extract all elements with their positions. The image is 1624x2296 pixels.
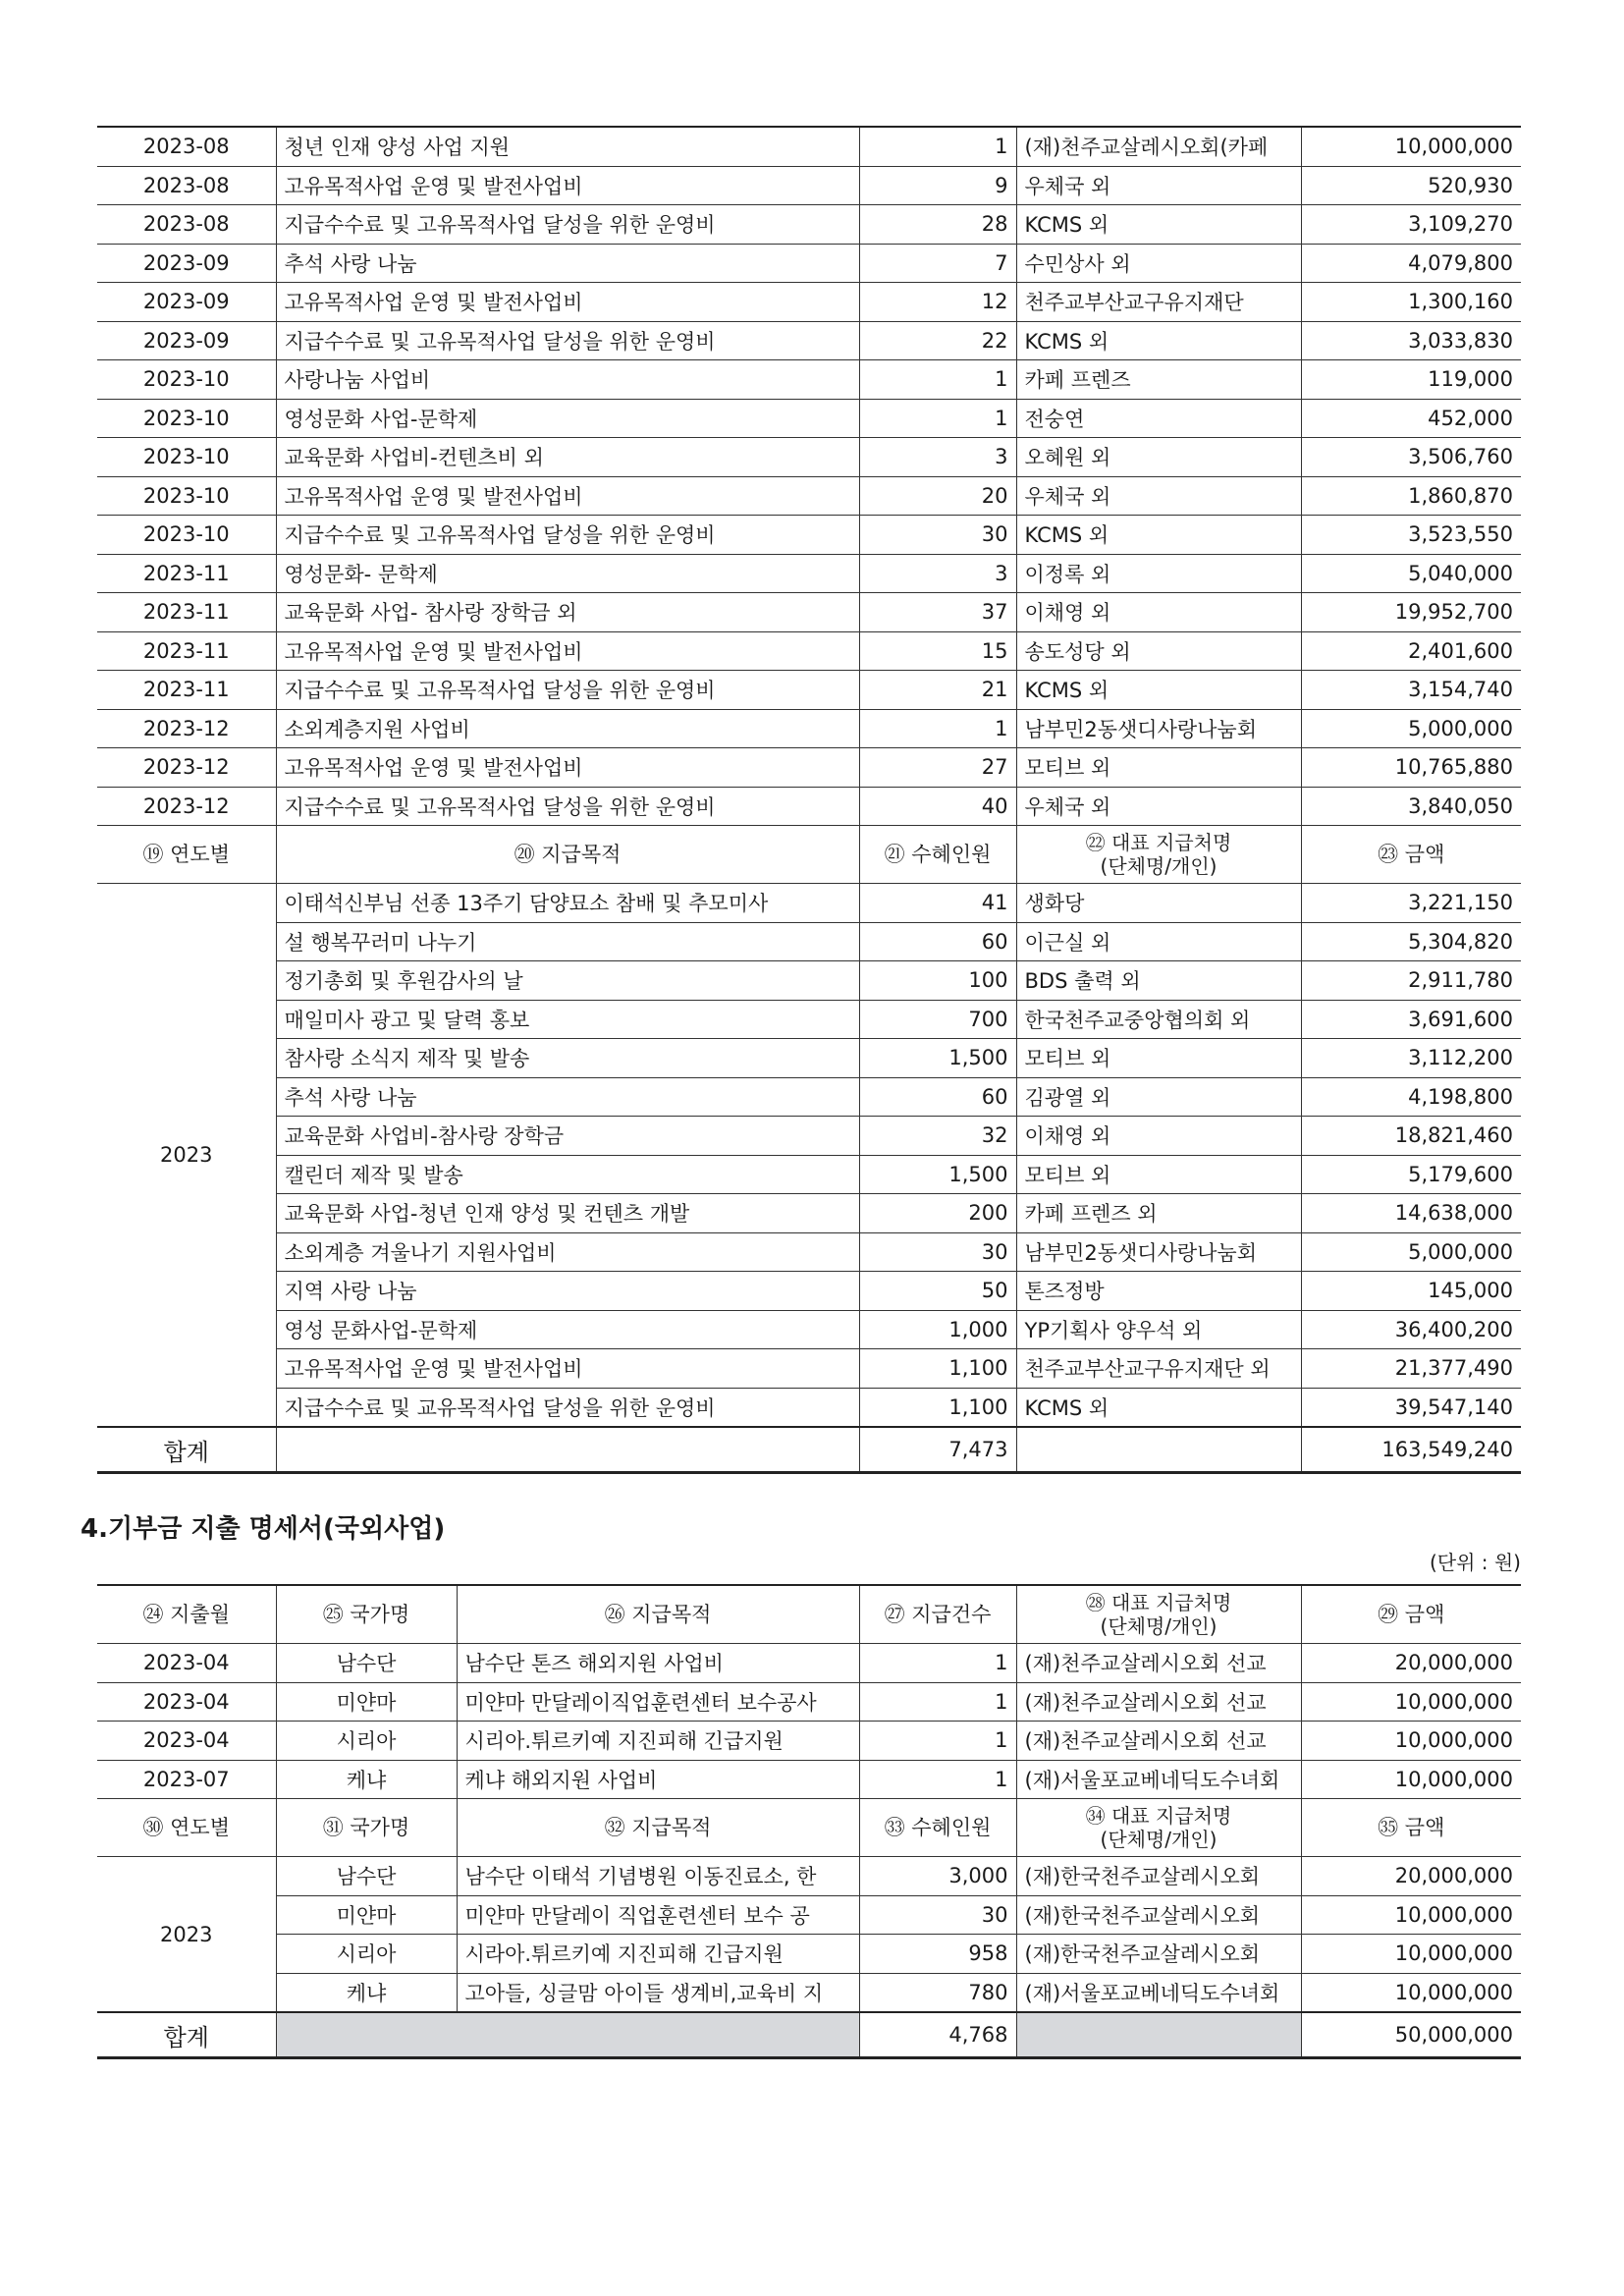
table-row: 2023-04 시리아 시리아.튀르키예 지진피해 긴급지원 1 (재)천주교살레시오회 선교 10,000,000 [97, 1722, 1521, 1761]
year-cell: 2023 [97, 884, 276, 1428]
table-row: 설 행복꾸러미 나누기 60 이근실 외 5,304,820 [97, 922, 1521, 961]
header-year: ㉚ 연도별 [97, 1799, 276, 1857]
header-amount: ㉙ 금액 [1301, 1585, 1521, 1644]
table-row: 지급수수료 및 교유목적사업 달성을 위한 운영비 1,100 KCMS 외 39,547,140 [97, 1388, 1521, 1427]
domestic-expense-table [97, 126, 1521, 1474]
table-row: 교육문화 사업비-참사랑 장학금 32 이채영 외 18,821,460 [97, 1117, 1521, 1156]
table-row: 2023-10 사랑나눔 사업비 1 카페 프렌즈 119,000 [97, 360, 1521, 400]
table-row: 2023 이태석신부님 선종 13주기 담양묘소 참배 및 추모미사 41 생화당 3,221,150 [97, 884, 1521, 923]
table-row: 2023-12 지급수수료 및 고유목적사업 달성을 위한 운영비 40 우체국 외 3,840,050 [97, 787, 1521, 826]
table-row: 2023-04 남수단 남수단 톤즈 해외지원 사업비 1 (재)천주교살레시오회 선교 20,000,000 [97, 1644, 1521, 1683]
monthly-header-row [97, 1585, 1521, 1644]
table-row: 미얀마 미얀마 만달레이 직업훈련센터 보수 공 30 (재)한국천주교살레시오회 10,000,000 [97, 1895, 1521, 1935]
table-row: 지역 사랑 나눔 50 톤즈정방 145,000 [97, 1272, 1521, 1311]
table-row: 2023-11 지급수수료 및 고유목적사업 달성을 위한 운영비 21 KCMS 외 3,154,740 [97, 671, 1521, 710]
header-purpose: ㉖ 지급목적 [457, 1585, 859, 1644]
total-row [97, 1427, 1521, 1473]
table-row: 영성 문화사업-문학제 1,000 YP기획사 양우석 외 36,400,200 [97, 1310, 1521, 1349]
section-title: 4.기부금 지출 명세서(국외사업) [81, 1514, 446, 1544]
table-row: 2023-08 고유목적사업 운영 및 발전사업비 9 우체국 외 520,930 [97, 166, 1521, 205]
header-year: ⑲ 연도별 [97, 826, 276, 884]
table-row: 2023-09 추석 사랑 나눔 7 수민상사 외 4,079,800 [97, 244, 1521, 283]
table-row: 2023-12 고유목적사업 운영 및 발전사업비 27 모티브 외 10,765,880 [97, 748, 1521, 788]
total-count: 4,768 [859, 2012, 1016, 2058]
total-row [97, 2012, 1521, 2058]
table-row: 정기총회 및 후원감사의 날 100 BDS 출력 외 2,911,780 [97, 961, 1521, 1001]
table-row: 2023-11 고유목적사업 운영 및 발전사업비 15 송도성당 외 2,401,600 [97, 631, 1521, 671]
header-purpose: ㉜ 지급목적 [457, 1799, 859, 1857]
table-row: 2023-10 지급수수료 및 고유목적사업 달성을 위한 운영비 30 KCMS 외 3,523,550 [97, 516, 1521, 555]
header-payee: ㉘ 대표 지급처명 (단체명/개인) [1016, 1585, 1301, 1644]
total-amount: 50,000,000 [1301, 2012, 1521, 2058]
table-row: 추석 사랑 나눔 60 김광열 외 4,198,800 [97, 1077, 1521, 1117]
table-row: 2023-07 케냐 케냐 해외지원 사업비 1 (재)서울포교베네딕도수녀회 10,000,000 [97, 1760, 1521, 1799]
total-label: 합계 [97, 1427, 276, 1473]
unit-label: (단위 : 원) [1429, 1551, 1521, 1574]
table-row: 소외계층 겨울나기 지원사업비 30 남부민2동샛디사랑나눔회 5,000,000 [97, 1232, 1521, 1272]
yearly-header-row [97, 1799, 1521, 1857]
header-payee: ㉒ 대표 지급처명 (단체명/개인) [1016, 826, 1301, 884]
year-cell: 2023 [97, 1857, 276, 2013]
table-row: 교육문화 사업-청년 인재 양성 및 컨텐츠 개발 200 카페 프렌즈 외 14,638,000 [97, 1194, 1521, 1233]
table-row: 2023 남수단 남수단 이태석 기념병원 이동진료소, 한 3,000 (재)한국천주교살레시오회 20,000,000 [97, 1857, 1521, 1896]
table-row: 고유목적사업 운영 및 발전사업비 1,100 천주교부산교구유지재단 외 21,377,490 [97, 1349, 1521, 1389]
total-label: 합계 [97, 2012, 276, 2058]
header-country: ㉛ 국가명 [276, 1799, 457, 1857]
table-row: 2023-08 청년 인재 양성 사업 지원 1 (재)천주교살레시오회(카페 10,000,000 [97, 127, 1521, 166]
table-row: 2023-09 지급수수료 및 고유목적사업 달성을 위한 운영비 22 KCMS 외 3,033,830 [97, 321, 1521, 360]
table-row: 2023-09 고유목적사업 운영 및 발전사업비 12 천주교부산교구유지재단 1,300,160 [97, 283, 1521, 322]
table-row: 2023-11 교육문화 사업- 참사랑 장학금 외 37 이채영 외 19,952,700 [97, 593, 1521, 632]
table-row: 2023-10 고유목적사업 운영 및 발전사업비 20 우체국 외 1,860,870 [97, 476, 1521, 516]
table-row: 2023-11 영성문화- 문학제 3 이정록 외 5,040,000 [97, 554, 1521, 593]
table-row: 캘린더 제작 및 발송 1,500 모티브 외 5,179,600 [97, 1155, 1521, 1194]
header-amount: ㉓ 금액 [1301, 826, 1521, 884]
table-row: 2023-04 미얀마 미얀마 만달레이직업훈련센터 보수공사 1 (재)천주교살레시오회 선교 10,000,000 [97, 1682, 1521, 1722]
header-payee: ㉞ 대표 지급처명 (단체명/개인) [1016, 1799, 1301, 1857]
header-beneficiaries: ㉝ 수혜인원 [859, 1799, 1016, 1857]
total-amount: 163,549,240 [1301, 1427, 1521, 1473]
table-row: 케냐 고아들, 싱글맘 아이들 생계비,교육비 지 780 (재)서울포교베네딕도수녀회 10,000,000 [97, 1973, 1521, 2012]
table-row: 2023-12 소외계층지원 사업비 1 남부민2동샛디사랑나눔회 5,000,000 [97, 709, 1521, 748]
table-row: 2023-10 영성문화 사업-문학제 1 전숭연 452,000 [97, 399, 1521, 438]
total-count: 7,473 [859, 1427, 1016, 1473]
table-row: 시리아 시라아.튀르키예 지진피해 긴급지원 958 (재)한국천주교살레시오회 10,000,000 [97, 1935, 1521, 1974]
table-row: 참사랑 소식지 제작 및 발송 1,500 모티브 외 3,112,200 [97, 1039, 1521, 1078]
header-country: ㉕ 국가명 [276, 1585, 457, 1644]
foreign-expense-table [97, 1584, 1521, 2059]
header-month: ㉔ 지출월 [97, 1585, 276, 1644]
table-row: 2023-10 교육문화 사업비-컨텐츠비 외 3 오혜원 외 3,506,760 [97, 438, 1521, 477]
table-row: 2023-08 지급수수료 및 고유목적사업 달성을 위한 운영비 28 KCMS 외 3,109,270 [97, 205, 1521, 245]
header-purpose: ⑳ 지급목적 [276, 826, 859, 884]
header-count: ㉗ 지급건수 [859, 1585, 1016, 1644]
header-beneficiaries: ㉑ 수혜인원 [859, 826, 1016, 884]
header-amount: ㉟ 금액 [1301, 1799, 1521, 1857]
yearly-header-row [97, 826, 1521, 884]
table-row: 매일미사 광고 및 달력 홍보 700 한국천주교중앙협의회 외 3,691,600 [97, 1000, 1521, 1039]
